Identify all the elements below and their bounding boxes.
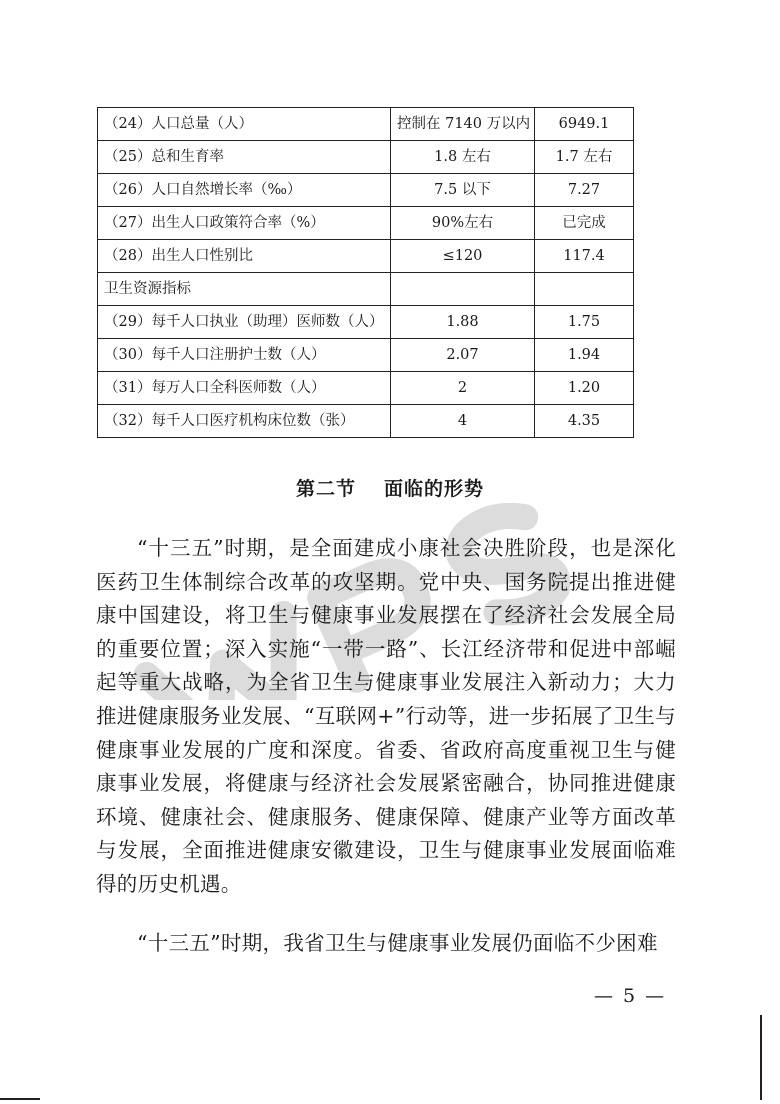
indicator-target: 2 <box>391 372 535 405</box>
scan-edge-mark <box>0 1098 40 1100</box>
indicator-table <box>97 107 634 438</box>
indicator-target: 4 <box>391 405 535 438</box>
indicator-actual: 1.75 <box>535 306 634 339</box>
indicator-actual: 1.94 <box>535 339 634 372</box>
table-row <box>98 405 634 438</box>
indicator-label: （29）每千人口执业（助理）医师数（人） <box>98 306 391 339</box>
indicator-target: ≤120 <box>391 240 535 273</box>
indicator-label: （26）人口自然增长率（‰） <box>98 174 391 207</box>
indicator-actual: 7.27 <box>535 174 634 207</box>
indicator-target: 1.88 <box>391 306 535 339</box>
indicator-actual: 1.7 左右 <box>535 141 634 174</box>
body-paragraph: “十三五”时期，是全面建成小康社会决胜阶段，也是深化医药卫生体制综合改革的攻坚期。党中央、国务院提出推进健康中国建设，将卫生与健康事业发展摆在了经济社会发展全局的重要位置；深入实施“一带一路”、长江经济带和促进中部崛起等重大战略，为全省卫生与健康事业发展注入新动力；大力推进健康服务业发展、“互联网+”行动等，进一步拓展了卫生与健康事业发展的广度和深度。省委、省政府高度重视卫生与健康事业发展，将健康与经济社会发展紧密融合，协同推进健康环境、健康社会、健康服务、健康保障、健康产业等方面改革与发展，全面推进健康安徽建设，卫生与健康事业发展面临难得的历史机遇。 <box>96 536 676 896</box>
scan-edge-mark <box>760 1015 762 1100</box>
table-row <box>98 207 634 240</box>
section-heading <box>0 474 780 501</box>
indicator-actual: 1.20 <box>535 372 634 405</box>
table-row <box>98 273 634 306</box>
table-row <box>98 174 634 207</box>
indicator-label: （25）总和生育率 <box>98 141 391 174</box>
table-row <box>98 306 634 339</box>
indicator-actual <box>535 273 634 306</box>
body-paragraph: “十三五”时期，我省卫生与健康事业发展仍面临不少困难 <box>137 931 658 955</box>
indicator-label: （28）出生人口性别比 <box>98 240 391 273</box>
table-row <box>98 240 634 273</box>
table-row <box>98 141 634 174</box>
table-row <box>98 108 634 141</box>
table-row <box>98 339 634 372</box>
section-number: 第二节 <box>295 478 356 500</box>
indicator-label: （24）人口总量（人） <box>98 108 391 141</box>
indicator-target: 7.5 以下 <box>391 174 535 207</box>
indicator-target: 1.8 左右 <box>391 141 535 174</box>
indicator-target: 控制在 7140 万以内 <box>391 108 535 141</box>
table-row <box>98 372 634 405</box>
indicator-target: 2.07 <box>391 339 535 372</box>
indicator-label: （30）每千人口注册护士数（人） <box>98 339 391 372</box>
indicator-label: （32）每千人口医疗机构床位数（张） <box>98 405 391 438</box>
indicator-target: 90%左右 <box>391 207 535 240</box>
section-title: 面临的形势 <box>384 478 485 500</box>
indicator-target <box>391 273 535 306</box>
indicator-actual: 6949.1 <box>535 108 634 141</box>
indicator-actual: 4.35 <box>535 405 634 438</box>
indicator-actual: 117.4 <box>535 240 634 273</box>
indicator-label: （31）每万人口全科医师数（人） <box>98 372 391 405</box>
indicator-actual: 已完成 <box>535 207 634 240</box>
indicator-label: （27）出生人口政策符合率（%） <box>98 207 391 240</box>
indicator-category-label: 卫生资源指标 <box>98 273 391 306</box>
page-number: — 5 — <box>594 985 667 1007</box>
